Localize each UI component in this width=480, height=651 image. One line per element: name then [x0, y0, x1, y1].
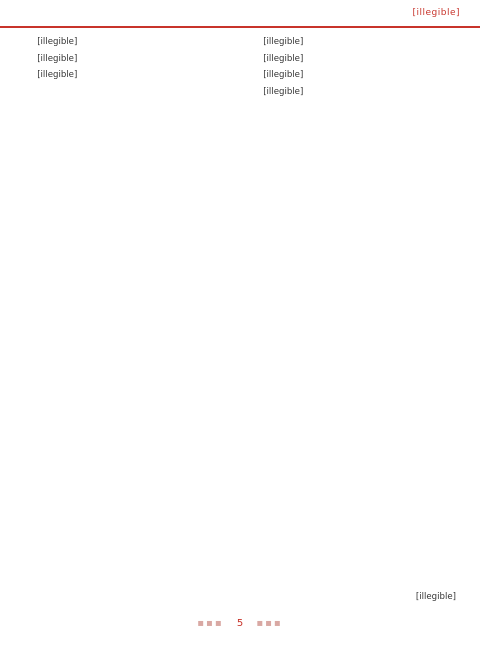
page-footer [0, 618, 480, 629]
footer-ornament-right: ▪▪▪ [256, 618, 283, 629]
paragraph: [illegible] [37, 37, 78, 47]
left-column [20, 34, 236, 84]
header-rule [0, 26, 480, 28]
page-number: 5 [236, 618, 244, 629]
paragraph: [illegible] [37, 70, 78, 80]
right-column [246, 34, 462, 100]
paragraph: [illegible] [263, 70, 304, 80]
paragraph: [illegible] [263, 53, 304, 64]
paragraph: [illegible] [263, 86, 304, 97]
running-header: [illegible] [412, 8, 460, 18]
paragraph: [illegible] [37, 53, 78, 64]
author-signature: [illegible] [415, 592, 456, 602]
paragraph: [illegible] [263, 37, 304, 47]
footer-ornament-left: ▪▪▪ [197, 618, 224, 629]
